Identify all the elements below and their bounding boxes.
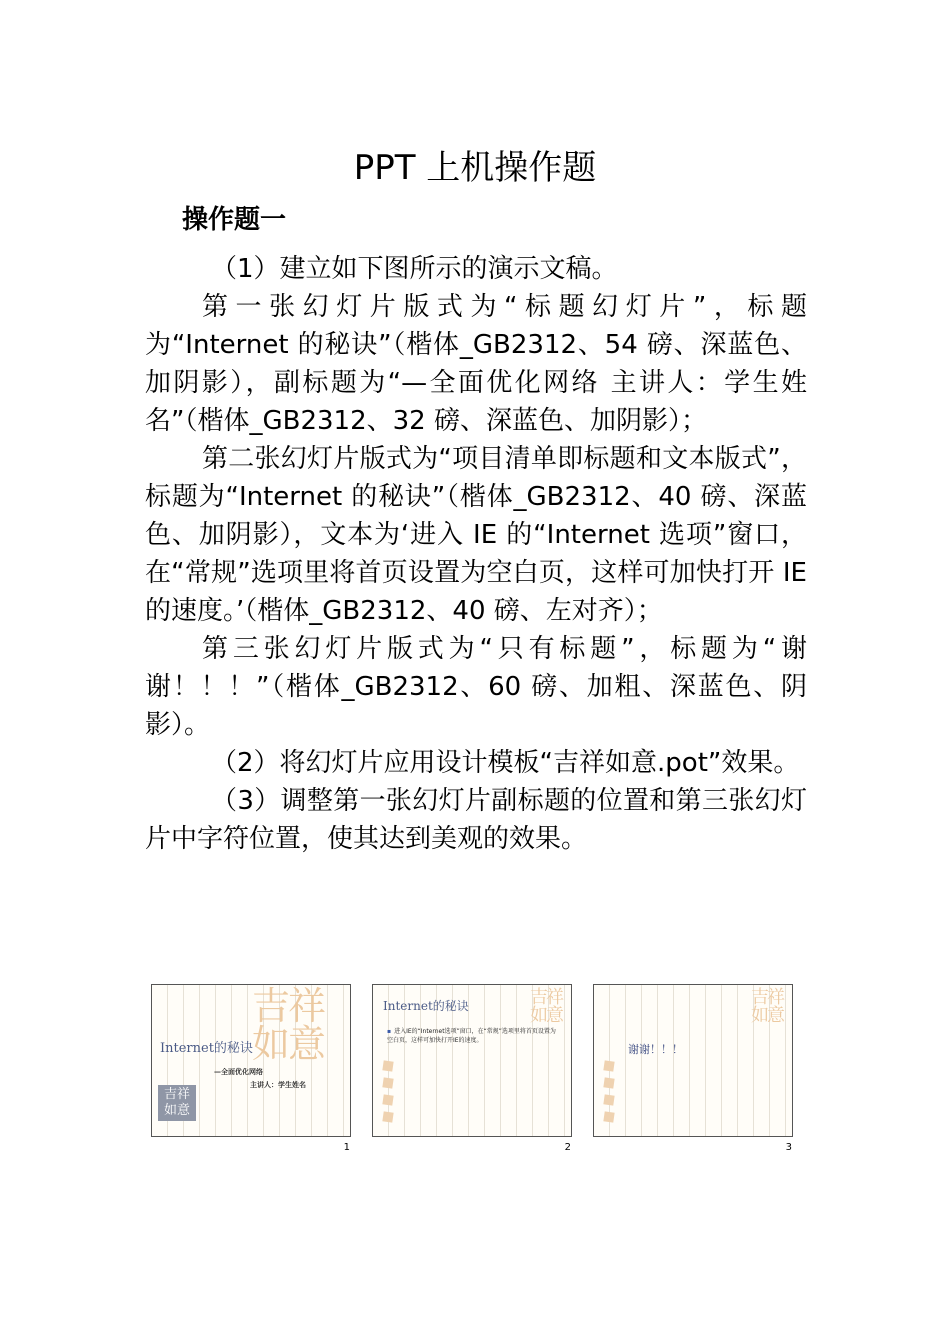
slide-1-title: Internet的秘诀: [160, 1041, 253, 1056]
slide-2-bullet-text: 进入IE的“Internet选项”窗口，在“常规”选项里将首页设置为空白页，这样可加快打开IE的速度。: [387, 1028, 556, 1044]
paragraph-task-1: （1）建立如下图所示的演示文稿。: [211, 254, 618, 284]
slide-2-title: Internet的秘诀: [383, 999, 469, 1013]
logo-watermark: 吉祥如意: [530, 987, 562, 1026]
body-text: [145, 250, 807, 858]
slide-number-1: 1: [343, 1142, 350, 1153]
slide-3-title: 谢谢！！！: [628, 1043, 683, 1056]
slide-thumbnail-2: [372, 984, 572, 1137]
slide-number-3: 3: [785, 1142, 792, 1153]
logo-watermark: 吉祥如意: [252, 984, 325, 1066]
slide-thumbnail-3: [593, 984, 793, 1137]
section-heading: 操作题一: [182, 205, 287, 235]
slide-thumbnail-1: [151, 984, 351, 1137]
decorative-squares: [604, 1061, 620, 1129]
paragraph-slide-3: 第三张幻灯片版式为“只有标题”，标题为“谢谢！！！”（楷体_GB2312、60 磅、加粗、深蓝色、阴影）。: [145, 634, 807, 740]
seal-stamp: 吉祥如意: [158, 1085, 196, 1121]
paragraph-slide-1: 第一张幻灯片版式为“标题幻灯片”，标题为“Internet 的秘诀”（楷体_GB2312、54 磅、深蓝色、加阴影），副标题为“—全面优化网络 主讲人：学生姓名”（楷体_GB2312、32 磅、深蓝色、加阴影）；: [145, 292, 807, 436]
slide-1-subtitle-line-1: —全面优化网络: [214, 1068, 263, 1076]
paragraph-slide-2: 第二张幻灯片版式为“项目清单即标题和文本版式”，标题为“Internet 的秘诀”（楷体_GB2312、40 磅、深蓝色、加阴影），文本为‘进入 IE 的“Internet 选项”窗口，在“常规”选项里将首页设置为空白页，这样可加快打开 IE 的速度。’（楷体_GB2312、40 磅、左对齐）；: [145, 444, 807, 626]
slide-2-bullet: [387, 1027, 559, 1045]
paragraph-task-3: （3）调整第一张幻灯片副标题的位置和第三张幻灯片中字符位置，使其达到美观的效果。: [145, 786, 807, 854]
paragraph-task-2: （2）将幻灯片应用设计模板“吉祥如意.pot”效果。: [211, 748, 800, 778]
slide-number-2: 2: [564, 1142, 571, 1153]
slide-1-subtitle-line-2: 主讲人：学生姓名: [250, 1081, 306, 1089]
bullet-icon: ▪: [387, 1028, 392, 1035]
decorative-squares: [383, 1061, 399, 1129]
page-title: PPT 上机操作题: [353, 148, 597, 188]
logo-watermark: 吉祥如意: [751, 987, 783, 1026]
